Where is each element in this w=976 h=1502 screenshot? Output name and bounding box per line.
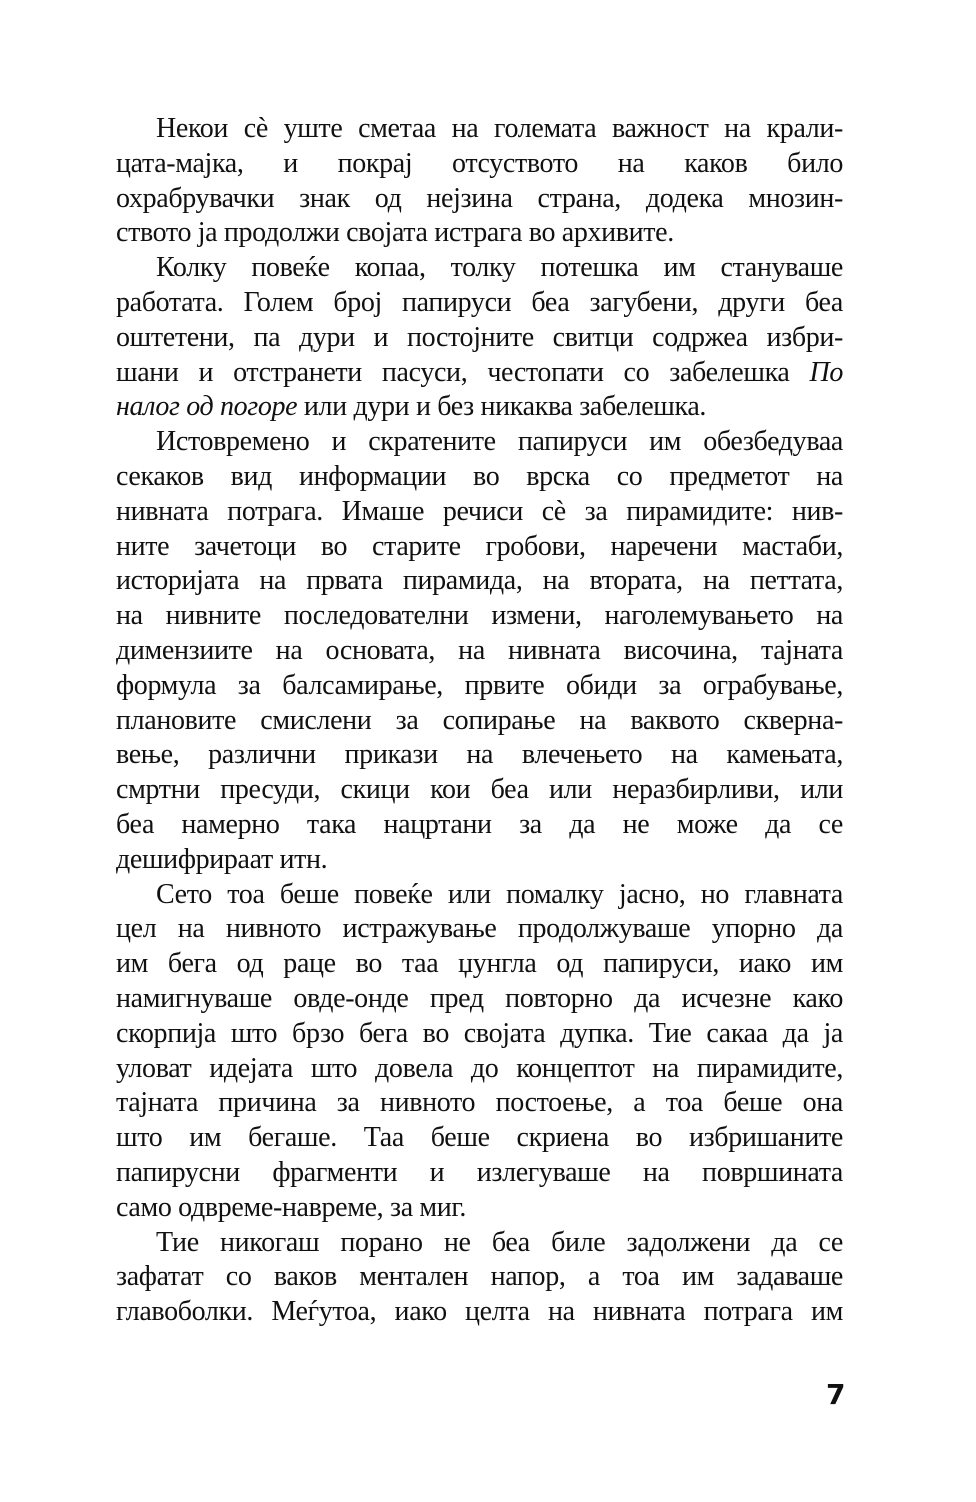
text-line: зафатат со ваков ментален напор, а тоа им задаваше — [116, 1261, 843, 1293]
text-line: Некои сè уште сметаа на големата важност на крали- — [156, 113, 843, 144]
text-line: охрабрувачки знак од нејзина страна, додека мнозин- — [116, 182, 843, 214]
text-line: цел на нивното истражување продолжуваше упорно да — [116, 913, 843, 945]
text-line: историјата на првата пирамида, на втората, на петтата, — [116, 565, 843, 597]
body-text — [116, 112, 843, 1330]
text-line: димензиите на основата, на нивната височина, тајната — [116, 634, 843, 666]
italic-emphasis: По — [809, 356, 843, 388]
text-line: цата-мајка, и покрај отсуството на каков било — [116, 147, 843, 179]
text-line: нивната потрага. Имаше речиси сè за пирамидите: нив- — [116, 495, 843, 527]
italic-emphasis: налог од погоре — [116, 391, 298, 423]
text-line: скорпија што брзо бега во својата дупка. Тие сакаа да ја — [116, 1017, 843, 1049]
text-line: тајната причина за нивното постоење, а тоа беше она — [116, 1087, 843, 1119]
text-line: уловат идејата што довела до концептот на пирамидите, — [116, 1052, 843, 1084]
text-line: само одвреме-навреме, за миг. — [116, 1191, 467, 1223]
paragraph-5 — [116, 1226, 843, 1330]
text-line: плановите смислени за сопирање на ваквото скверна- — [116, 704, 843, 736]
text-line: Колку повеќе копаа, толку потешка им стануваше — [156, 252, 843, 284]
text-line: им бега од раце во таа џунгла од папируси, иако им — [116, 948, 843, 980]
text-line: формула за балсамирање, првите обиди за ограбување, — [116, 669, 843, 701]
text-line: смртни пресуди, скици кои беа или неразбирливи, или — [116, 774, 843, 806]
text-line: секаков вид информации во врска со предметот на — [116, 460, 843, 492]
text-line: беа намерно така нацртани за да не може да се — [116, 808, 843, 840]
text-fragment: шани и отстранети пасуси, честопати со забелешка — [116, 356, 810, 388]
text-line: ството ја продолжи својата истрага во архивите. — [116, 217, 674, 249]
text-line: работата. Голем број папируси беа загубени, други беа — [116, 286, 843, 318]
text-line: главоболки. Меѓутоа, иако целта на нивната потрага им — [116, 1296, 843, 1328]
text-line: папирусни фрагменти и излегуваше на површината — [116, 1156, 843, 1188]
text-line: ните зачетоци во старите гробови, наречени мастаби, — [116, 530, 843, 562]
text-line: на нивните последователни измени, наголемувањето на — [116, 600, 843, 632]
text-fragment: или дури и без никаква забелешка. — [303, 391, 707, 423]
text-line: оштетени, па дури и постојните свитци содржеа избри- — [116, 321, 843, 353]
text-line: Истовремено и скратените папируси им обезбедуваа — [156, 426, 843, 458]
page-number: 7 — [826, 1378, 846, 1411]
text-line: намигнуваше овде-онде пред повторно да исчезне како — [116, 982, 843, 1014]
text-line — [116, 390, 843, 425]
text-line: Сето тоа беше повеќе или помалку јасно, но главната — [156, 878, 843, 910]
text-line: што им бегаше. Таа беше скриена во избришаните — [116, 1122, 843, 1154]
paragraph-3 — [116, 425, 843, 877]
text-line: дешифрираат итн. — [116, 843, 328, 875]
text-line: вење, различни прикази на влечењето на камењата, — [116, 739, 843, 771]
text-line — [116, 356, 843, 391]
paragraph-4 — [116, 878, 843, 1226]
text-line: Тие никогаш порано не беа биле задолжени да се — [156, 1226, 843, 1258]
paragraph-1 — [116, 112, 843, 251]
paragraph-2 — [116, 251, 843, 425]
